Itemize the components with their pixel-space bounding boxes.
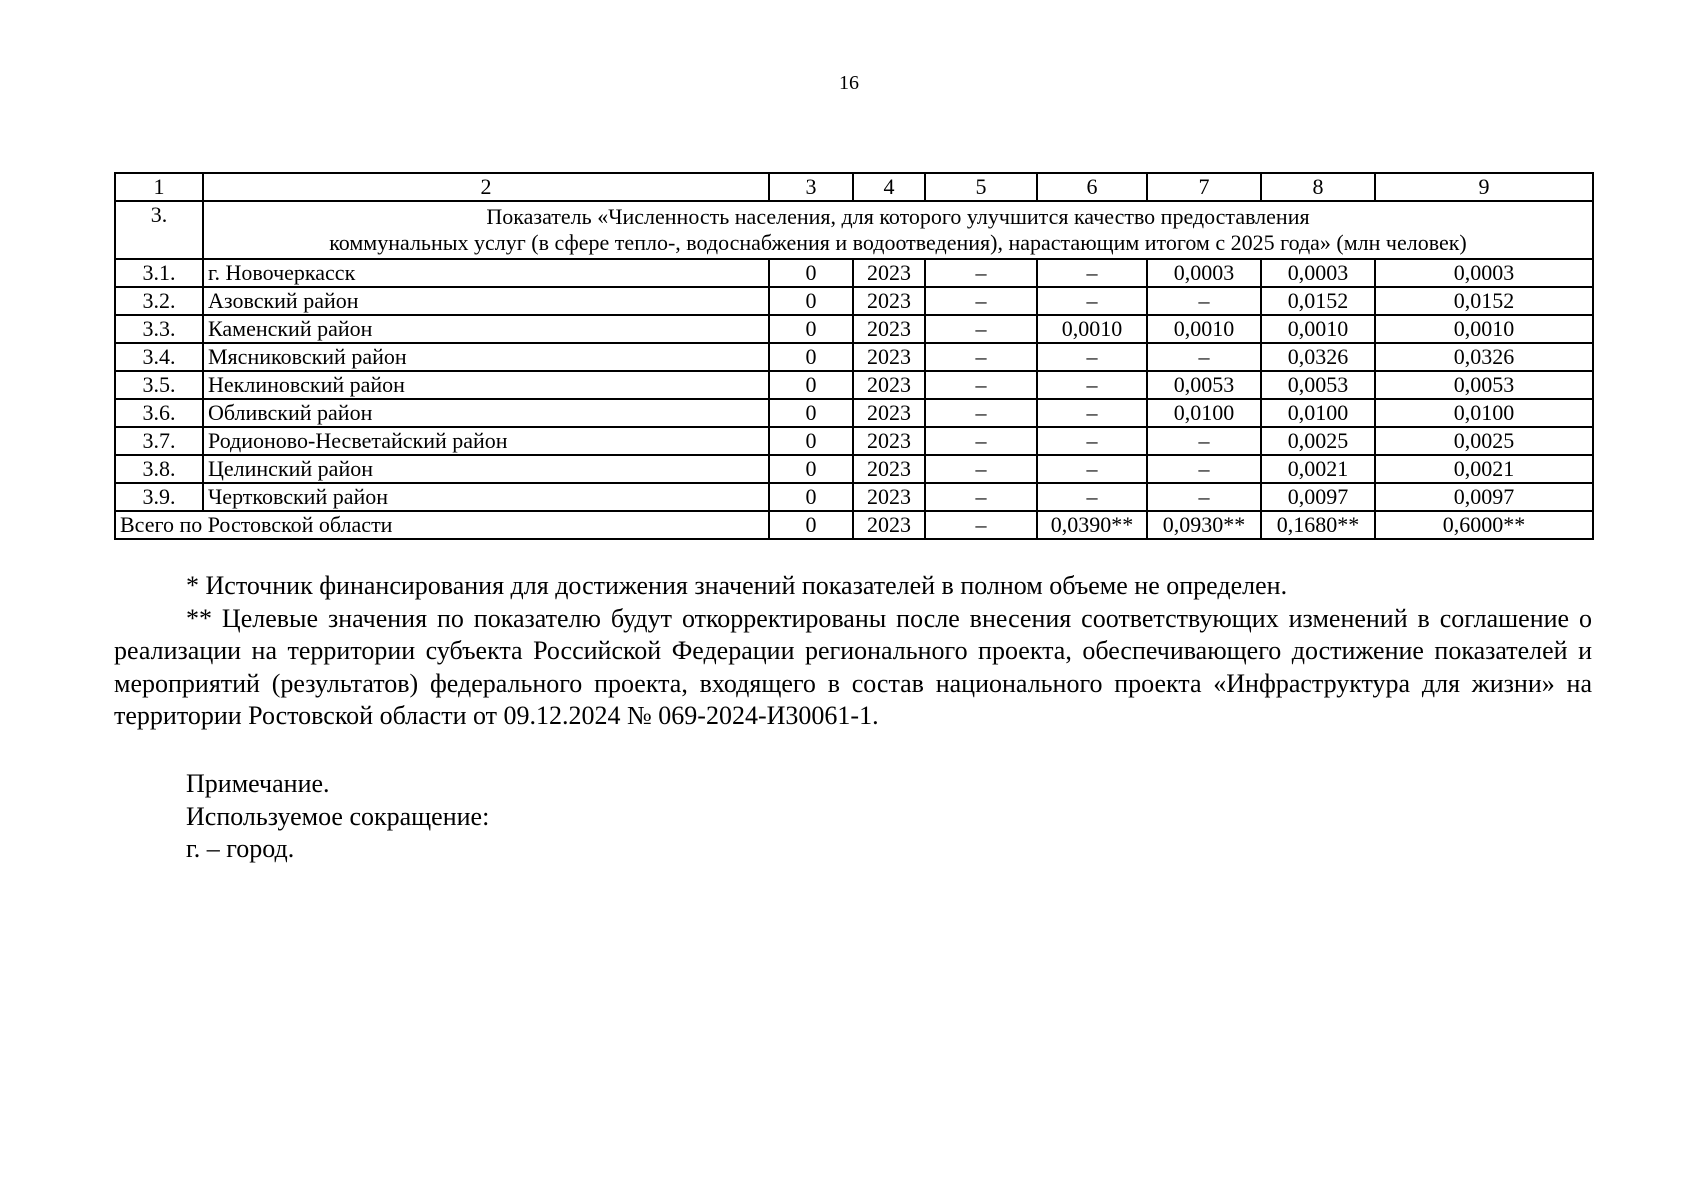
value-cell: – — [1037, 287, 1147, 315]
row-number: 3.7. — [115, 427, 203, 455]
value-cell: – — [925, 343, 1037, 371]
value-cell: 0,0326 — [1261, 343, 1375, 371]
value-cell: 2023 — [853, 455, 925, 483]
total-row — [115, 511, 1593, 539]
value-cell: – — [1037, 259, 1147, 287]
value-cell: – — [925, 259, 1037, 287]
table-row — [115, 259, 1593, 287]
row-number: 3.4. — [115, 343, 203, 371]
section-header-row — [115, 201, 1593, 259]
total-value-cell: 0,6000** — [1375, 511, 1593, 539]
total-label: Всего по Ростовской области — [115, 511, 769, 539]
value-cell: 0,0003 — [1261, 259, 1375, 287]
value-cell: 0,0010 — [1147, 315, 1261, 343]
value-cell: 0,0010 — [1375, 315, 1593, 343]
value-cell: – — [925, 287, 1037, 315]
value-cell: 0,0003 — [1147, 259, 1261, 287]
row-number: 3.9. — [115, 483, 203, 511]
value-cell: – — [925, 371, 1037, 399]
value-cell: 0,0100 — [1375, 399, 1593, 427]
value-cell: 0,0025 — [1375, 427, 1593, 455]
table-row — [115, 455, 1593, 483]
value-cell: 0 — [769, 287, 853, 315]
column-number: 6 — [1037, 173, 1147, 201]
value-cell: 2023 — [853, 483, 925, 511]
total-value-cell: – — [925, 511, 1037, 539]
value-cell: 0,0097 — [1375, 483, 1593, 511]
indicators-table — [114, 172, 1594, 540]
table-body — [115, 173, 1593, 539]
value-cell: 0,0053 — [1261, 371, 1375, 399]
footnote-financing: * Источник финансирования для достижения значений показателей в полном объеме не определен. — [186, 571, 1288, 600]
value-cell: 2023 — [853, 343, 925, 371]
value-cell: – — [1037, 371, 1147, 399]
row-number: 3.8. — [115, 455, 203, 483]
remark-title: Примечание. — [186, 769, 330, 798]
territory-name: Целинский район — [203, 455, 769, 483]
column-number: 8 — [1261, 173, 1375, 201]
value-cell: 2023 — [853, 259, 925, 287]
column-number: 4 — [853, 173, 925, 201]
column-number: 9 — [1375, 173, 1593, 201]
value-cell: – — [1147, 483, 1261, 511]
value-cell: 0,0100 — [1147, 399, 1261, 427]
total-value-cell: 0,0390** — [1037, 511, 1147, 539]
table-row — [115, 399, 1593, 427]
column-number: 5 — [925, 173, 1037, 201]
value-cell: – — [925, 399, 1037, 427]
row-number: 3.6. — [115, 399, 203, 427]
table-row — [115, 315, 1593, 343]
value-cell: – — [925, 315, 1037, 343]
value-cell: 0,0097 — [1261, 483, 1375, 511]
section-title-line: Показатель «Численность населения, для которого улучшится качество предоставления — [486, 204, 1310, 229]
table-row — [115, 287, 1593, 315]
value-cell: 0 — [769, 455, 853, 483]
footnotes — [114, 570, 1592, 733]
territory-name: Обливский район — [203, 399, 769, 427]
row-number: 3.3. — [115, 315, 203, 343]
section-title-line: коммунальных услуг (в сфере тепло-, водоснабжения и водоотведения), нарастающим итогом с 2025 года» (млн человек) — [329, 230, 1467, 255]
table-row — [115, 343, 1593, 371]
value-cell: – — [925, 483, 1037, 511]
value-cell: 0,0010 — [1261, 315, 1375, 343]
remark — [186, 768, 489, 866]
value-cell: 0,0003 — [1375, 259, 1593, 287]
value-cell: 0,0053 — [1147, 371, 1261, 399]
column-number: 1 — [115, 173, 203, 201]
value-cell: 0 — [769, 427, 853, 455]
territory-name: Родионово-Несветайский район — [203, 427, 769, 455]
value-cell: – — [1037, 343, 1147, 371]
value-cell: 0,0152 — [1375, 287, 1593, 315]
value-cell: 0,0053 — [1375, 371, 1593, 399]
value-cell: – — [1037, 483, 1147, 511]
table-row — [115, 371, 1593, 399]
value-cell: – — [1037, 427, 1147, 455]
value-cell: 0 — [769, 483, 853, 511]
value-cell: – — [925, 427, 1037, 455]
value-cell: 2023 — [853, 399, 925, 427]
value-cell: – — [1147, 343, 1261, 371]
value-cell: – — [1147, 427, 1261, 455]
table-row — [115, 483, 1593, 511]
column-number: 3 — [769, 173, 853, 201]
value-cell: – — [1147, 455, 1261, 483]
total-value-cell: 2023 — [853, 511, 925, 539]
value-cell: 0,0021 — [1375, 455, 1593, 483]
table-row — [115, 427, 1593, 455]
row-number: 3.1. — [115, 259, 203, 287]
remark-abbreviation: г. – город. — [186, 834, 295, 863]
footnote-target-values: ** Целевые значения по показателю будут откорректированы после внесения соответствующих изменений в соглашение о реализации на территории субъекта Российской Федерации регионального проекта, обеспечивающего достижение показателей и мероприятий (результатов) федерального проекта, входящего в состав национального проекта «Инфраструктура для жизни» на территории Ростовской области от 09.12.2024 № 069-2024-И30061-1. — [114, 603, 1592, 730]
section-title — [203, 201, 1593, 259]
value-cell: 0,0010 — [1037, 315, 1147, 343]
column-number: 2 — [203, 173, 769, 201]
value-cell: 0,0025 — [1261, 427, 1375, 455]
page-number: 16 — [839, 72, 859, 94]
value-cell: 0 — [769, 371, 853, 399]
value-cell: 2023 — [853, 427, 925, 455]
territory-name: Мясниковский район — [203, 343, 769, 371]
territory-name: Чертковский район — [203, 483, 769, 511]
row-number: 3.2. — [115, 287, 203, 315]
territory-name: Азовский район — [203, 287, 769, 315]
total-value-cell: 0 — [769, 511, 853, 539]
value-cell: 0 — [769, 343, 853, 371]
value-cell: 2023 — [853, 287, 925, 315]
value-cell: – — [925, 455, 1037, 483]
section-number: 3. — [115, 201, 203, 259]
value-cell: – — [1037, 399, 1147, 427]
territory-name: г. Новочеркасск — [203, 259, 769, 287]
remark-subtitle: Используемое сокращение: — [186, 801, 490, 831]
value-cell: 0 — [769, 315, 853, 343]
value-cell: 2023 — [853, 315, 925, 343]
value-cell: 0 — [769, 399, 853, 427]
row-number: 3.5. — [115, 371, 203, 399]
value-cell: 0,0100 — [1261, 399, 1375, 427]
total-value-cell: 0,1680** — [1261, 511, 1375, 539]
territory-name: Неклиновский район — [203, 371, 769, 399]
value-cell: – — [1037, 455, 1147, 483]
value-cell: 2023 — [853, 371, 925, 399]
value-cell: 0,0152 — [1261, 287, 1375, 315]
value-cell: 0 — [769, 259, 853, 287]
column-number-row — [115, 173, 1593, 201]
territory-name: Каменский район — [203, 315, 769, 343]
value-cell: – — [1147, 287, 1261, 315]
column-number: 7 — [1147, 173, 1261, 201]
value-cell: 0,0021 — [1261, 455, 1375, 483]
total-value-cell: 0,0930** — [1147, 511, 1261, 539]
value-cell: 0,0326 — [1375, 343, 1593, 371]
